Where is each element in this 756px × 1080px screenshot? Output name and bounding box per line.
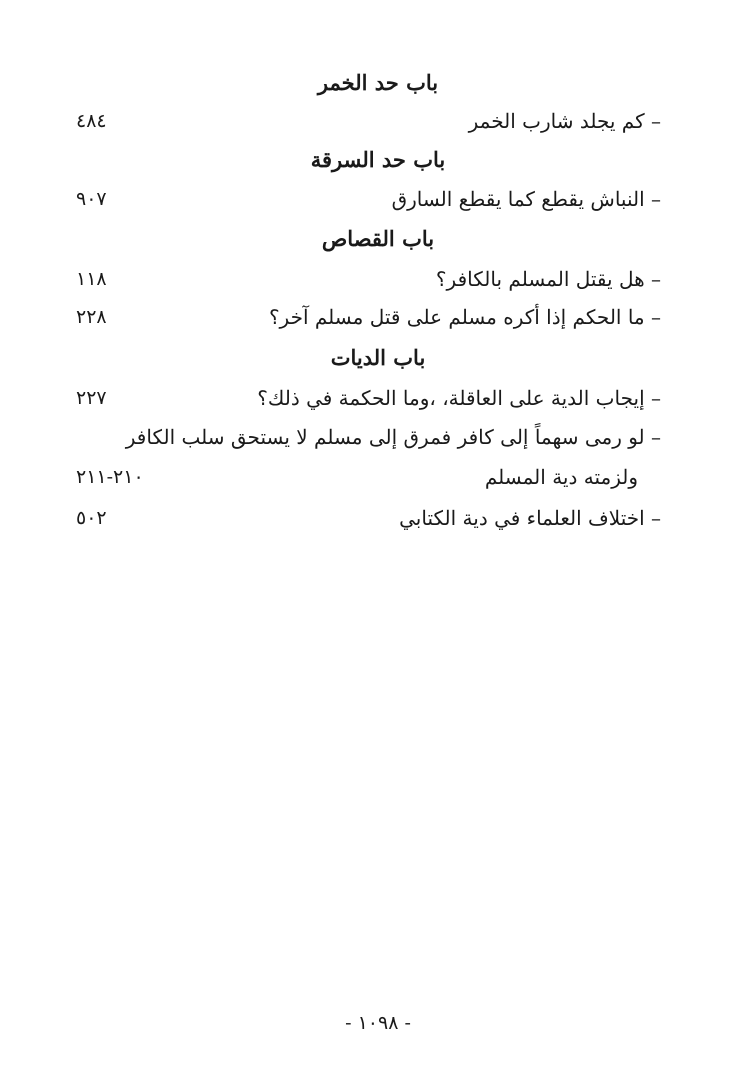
entry-text: – اختلاف العلماء في دية الكتابي xyxy=(399,506,661,530)
section-heading-retaliation: باب القصاص xyxy=(321,226,435,251)
section-heading-wine: باب حد الخمر xyxy=(317,70,439,95)
section-heading-theft: باب حد السرقة xyxy=(310,147,446,172)
entry-page-number: ٢١٠-٢١١ xyxy=(76,466,144,488)
entry-text-continuation: ولزمته دية المسلم xyxy=(484,465,638,489)
entry-page-number: ٤٨٤ xyxy=(76,110,107,132)
entry-text: – ما الحكم إذا أكره مسلم على قتل مسلم آخر؟ xyxy=(268,305,661,329)
entry-page-number: ٥٠٢ xyxy=(76,507,107,529)
entry-text: – لو رمى سهماً إلى كافر فمرق إلى مسلم لا يستحق سلب الكافر xyxy=(125,425,661,449)
entry-page-number: ٢٢٧ xyxy=(76,387,107,409)
entry-text: – هل يقتل المسلم بالكافر؟ xyxy=(435,267,661,291)
entry-text: – كم يجلد شارب الخمر xyxy=(468,109,661,133)
entry-text: – إيجاب الدية على العاقلة، ،وما الحكمة في ذلك؟ xyxy=(257,386,661,410)
entry-page-number: ١١٨ xyxy=(76,268,107,290)
entry-page-number: ٢٢٨ xyxy=(76,306,107,328)
section-heading-blood-money: باب الديات xyxy=(330,345,426,370)
page-number-footer: - ١٠٩٨ - xyxy=(345,1012,411,1034)
entry-page-number: ٩٠٧ xyxy=(76,188,107,210)
entry-text: – النباش يقطع كما يقطع السارق xyxy=(391,187,661,211)
